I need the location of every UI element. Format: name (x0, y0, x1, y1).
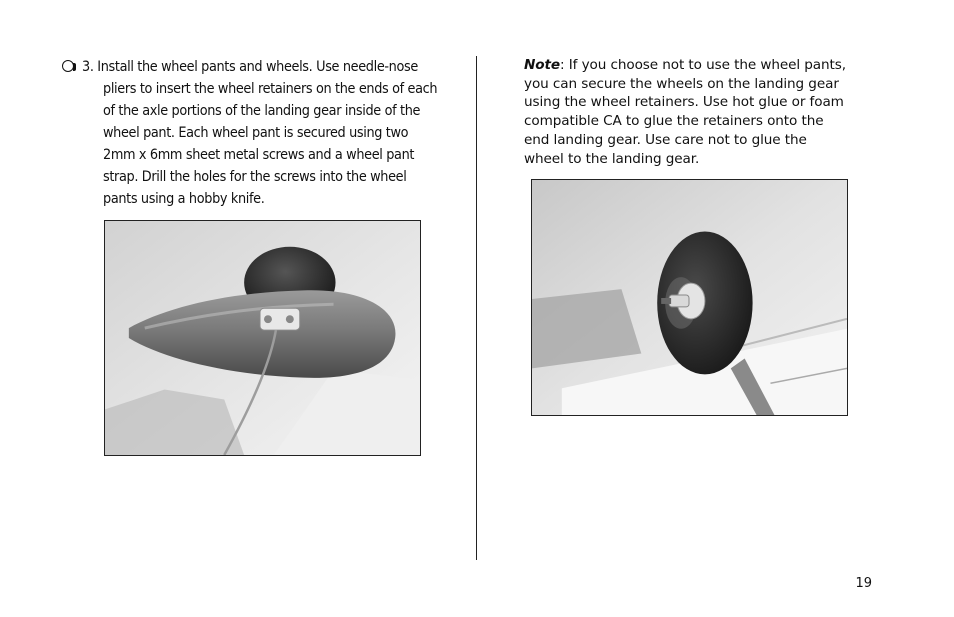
step-3-instructions (62, 56, 464, 210)
note-label: Note (524, 57, 561, 73)
step-line: pliers to insert the wheel retainers on the ends of each (103, 81, 438, 97)
note-line-text: : If you choose not to use the wheel pants, (560, 57, 846, 73)
step-line-text: 3. Install the wheel pants and wheels. Use needle-nose (82, 59, 418, 75)
wheel-retainer-photo (531, 179, 848, 416)
wheel-retainer-illustration (532, 180, 847, 415)
step-line (62, 56, 464, 78)
checkbox-icon[interactable] (62, 60, 74, 72)
note-line: end landing gear. Use care not to glue the (524, 131, 807, 148)
note-line: using the wheel retainers. Use hot glue or foam (524, 94, 844, 111)
note-line: wheel to the landing gear. (524, 150, 700, 167)
wheel-pant-illustration (105, 221, 420, 455)
step-line: strap. Drill the holes for the screws into the wheel (103, 169, 407, 185)
step-line: pants using a hobby knife. (103, 191, 265, 207)
wheel-pant-photo (104, 220, 421, 456)
note-line (524, 56, 864, 75)
note-paragraph (524, 56, 864, 168)
step-line: 2mm x 6mm sheet metal screws and a wheel pant (103, 147, 415, 163)
note-line: you can secure the wheels on the landing gear (524, 75, 839, 92)
note-line: compatible CA to glue the retainers onto the (524, 113, 824, 130)
step-line: wheel pant. Each wheel pant is secured using two (103, 125, 409, 141)
page-number: 19 (855, 576, 872, 591)
step-line: of the axle portions of the landing gear inside of the (103, 103, 421, 119)
column-divider (476, 56, 477, 560)
